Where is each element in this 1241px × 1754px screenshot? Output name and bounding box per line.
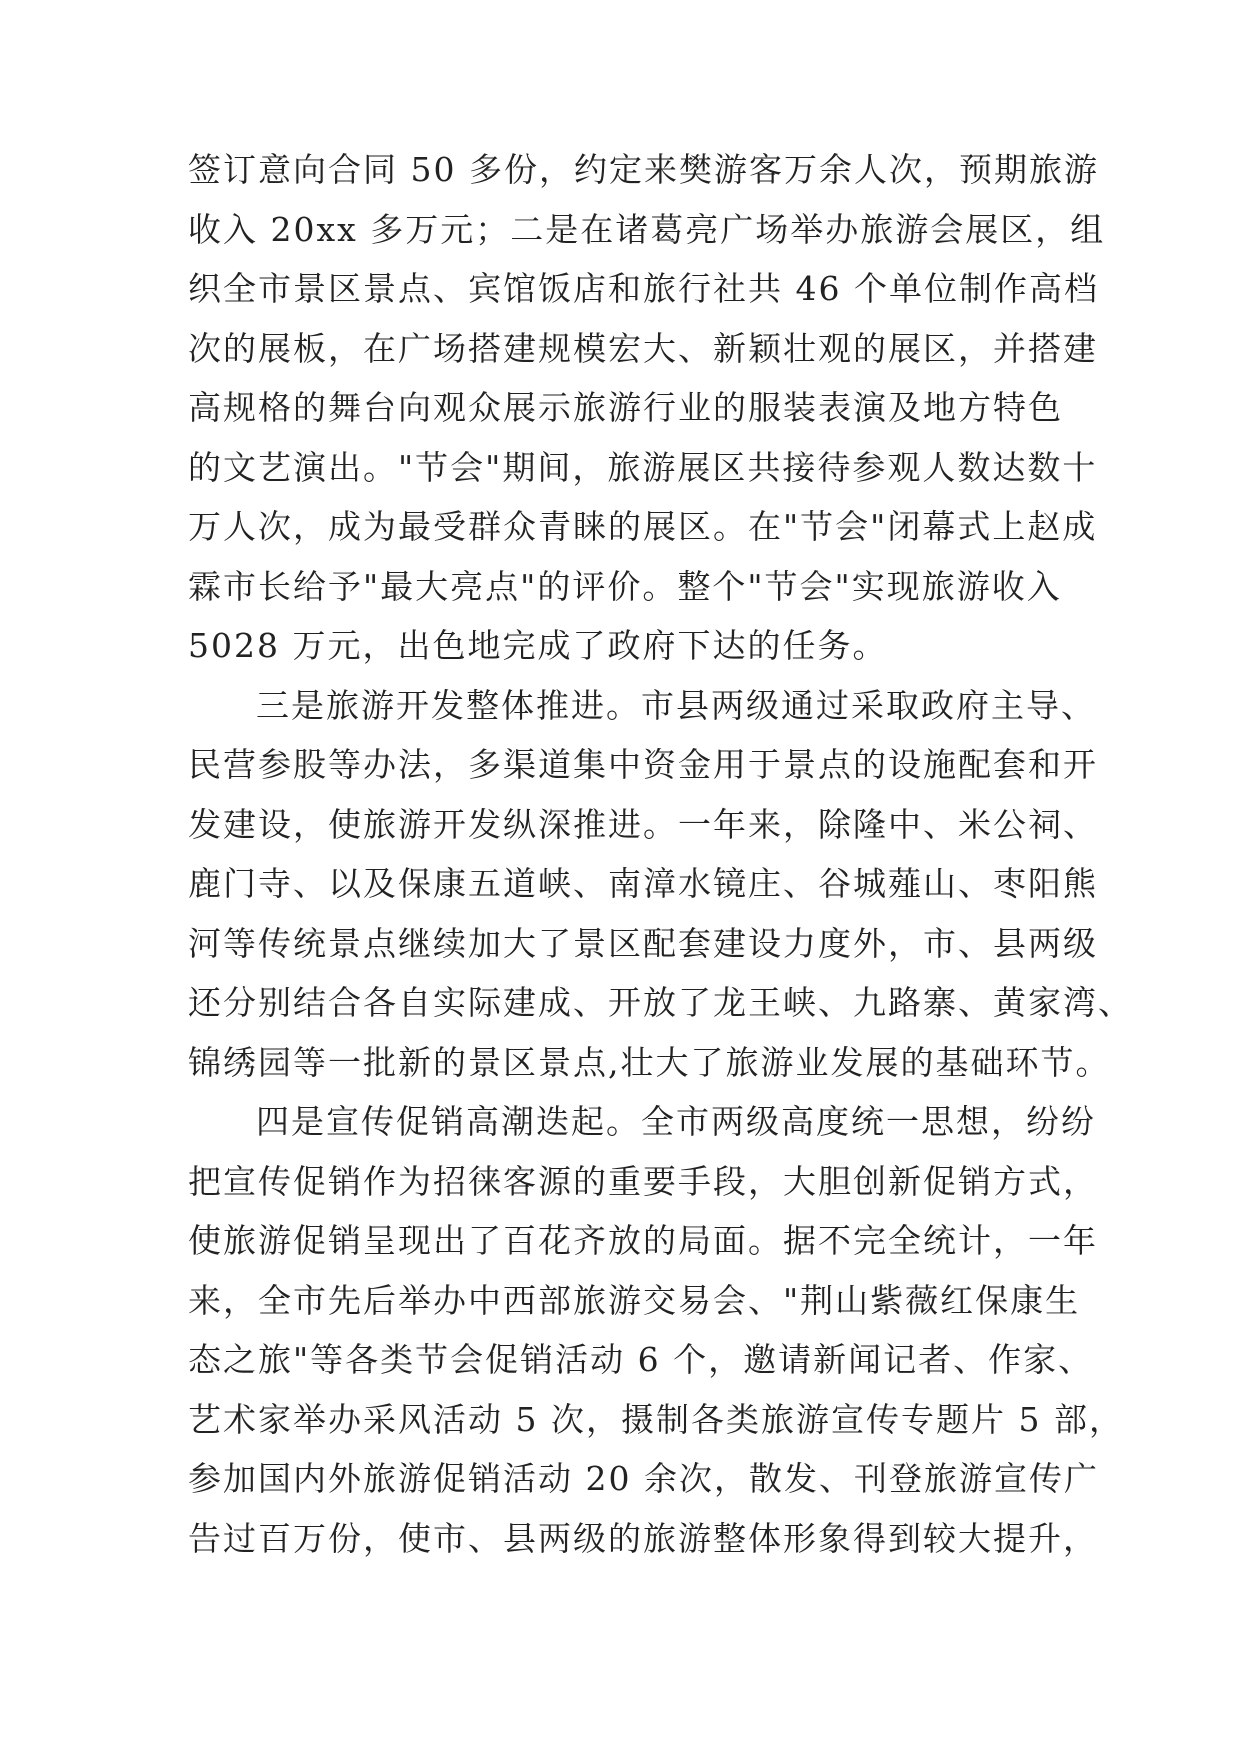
text-line: 5028 万元，出色地完成了政府下达的任务。: [188, 626, 888, 665]
text-line: 发建设，使旅游开发纵深推进。一年来，除隆中、米公祠、: [188, 804, 1098, 844]
text-line: 使旅游促销呈现出了百花齐放的局面。据不完全统计，一年: [188, 1221, 1098, 1260]
document-body: [188, 140, 1133, 1568]
text-line: 态之旅"等各类节会促销活动 6 个，邀请新闻记者、作家、: [188, 1340, 1094, 1379]
text-line: 来，全市先后举办中西部旅游交易会、"荆山紫薇红保康生: [188, 1280, 1081, 1320]
text-line: 的文艺演出。"节会"期间，旅游展区共接待参观人数达数十: [188, 447, 1098, 487]
text-line: 还分别结合各自实际建成、开放了龙王峡、九路寨、黄家湾、: [188, 983, 1133, 1022]
text-line: 万人次，成为最受群众青睐的展区。在"节会"闭幕式上赵成: [188, 507, 1098, 546]
text-line: 收入 20xx 多万元；二是在诸葛亮广场举办旅游会展区，组: [188, 209, 1106, 249]
text-line: 告过百万份，使市、县两级的旅游整体形象得到较大提升，: [188, 1518, 1098, 1558]
text-line: 织全市景区景点、宾馆饭店和旅行社共 46 个单位制作高档: [188, 269, 1099, 308]
text-line: 霖市长给予"最大亮点"的评价。整个"节会"实现旅游收入: [188, 566, 1062, 606]
text-line: 河等传统景点继续加大了景区配套建设力度外，市、县两级: [188, 923, 1098, 963]
text-line: 民营参股等办法，多渠道集中资金用于景点的设施配套和开: [188, 745, 1098, 784]
text-line: 高规格的舞台向观众展示旅游行业的服装表演及地方特色: [188, 388, 1063, 427]
text-line: 鹿门寺、以及保康五道峡、南漳水镜庄、谷城薤山、枣阳熊: [188, 864, 1098, 903]
paragraph-start-line: 三是旅游开发整体推进。市县两级通过采取政府主导、: [256, 685, 1096, 725]
text-line: 参加国内外旅游促销活动 20 余次，散发、刊登旅游宣传广: [188, 1459, 1099, 1498]
text-line: 次的展板，在广场搭建规模宏大、新颖壮观的展区，并搭建: [188, 328, 1098, 368]
text-line: 把宣传促销作为招徕客源的重要手段，大胆创新促销方式，: [188, 1161, 1098, 1201]
text-line: 艺术家举办采风活动 5 次，摄制各类旅游宣传专题片 5 部，: [188, 1399, 1124, 1439]
paragraph-start-line: 四是宣传促销高潮迭起。全市两级高度统一思想，纷纷: [256, 1102, 1096, 1141]
text-line: 锦绣园等一批新的景区景点,壮大了旅游业发展的基础环节。: [188, 1042, 1111, 1082]
text-line: 签订意向合同 50 多份，约定来樊游客万余人次，预期旅游: [188, 150, 1099, 189]
